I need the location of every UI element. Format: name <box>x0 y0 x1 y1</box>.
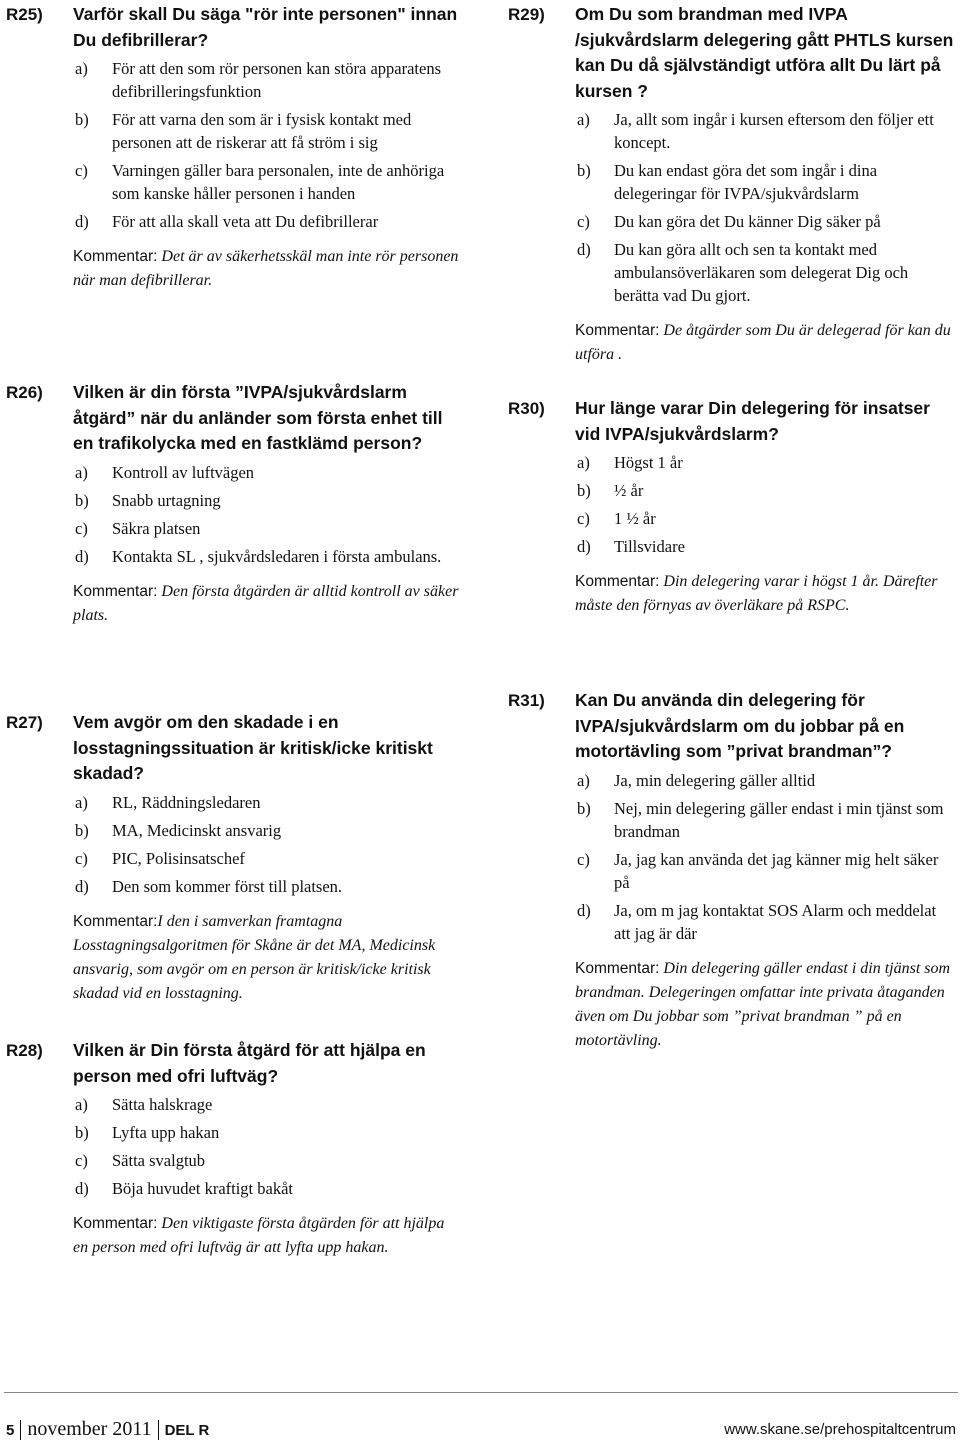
footer-date: november 2011 <box>27 1418 152 1440</box>
question-body <box>73 1038 462 1260</box>
answer-option-d: d) Tillsvidare <box>577 537 685 556</box>
answer-comment <box>575 957 956 1053</box>
answer-options <box>575 108 956 307</box>
question-title: Hur länge varar Din delegering för insatser vid IVPA/sjukvårdslarm? <box>575 398 930 444</box>
question-number: R27) <box>6 713 43 732</box>
footer-separator <box>158 1420 159 1440</box>
answer-comment <box>73 245 462 293</box>
question-number: R25) <box>6 5 43 24</box>
answer-option-b: b) MA, Medicinskt ansvarig <box>75 820 282 840</box>
question-body <box>575 396 956 618</box>
answer-options <box>73 1093 462 1200</box>
answer-option-a: a) Högst 1 år <box>577 453 683 472</box>
answer-option-a: a) Ja, allt som ingår i kursen eftersom den följer ett koncept. <box>577 110 934 152</box>
answer-option-d: d) Den som kommer först till platsen. <box>75 876 343 896</box>
answer-option-c: c) Varningen gäller bara personalen, inte de anhöriga som kanske håller personen i handen <box>75 161 445 203</box>
footer-left <box>6 1416 209 1444</box>
page-footer <box>6 1416 956 1442</box>
answer-option-a: a) RL, Räddningsledaren <box>75 792 261 812</box>
answer-option-c: c) 1 ½ år <box>577 509 656 528</box>
footer-url: www.skane.se/prehospitaltcentrum <box>724 1421 956 1438</box>
answer-option-b: b) Lyfta upp hakan <box>75 1123 220 1142</box>
answer-option-b: b) Du kan endast göra det som ingår i dina delegeringar för IVPA/sjukvårdslarm <box>577 161 878 203</box>
answer-option-c: c) Ja, jag kan använda det jag känner mig helt säker på <box>577 849 939 892</box>
answer-option-d: d) Kontakta SL , sjukvårdsledaren i första ambulans. <box>75 546 442 566</box>
question-body <box>575 2 956 367</box>
answer-options <box>575 769 956 945</box>
question-title: Vilken är Din första åtgärd för att hjälpa en person med ofri luftväg? <box>73 1040 426 1086</box>
answer-option-b: b) Snabb urtagning <box>75 490 221 510</box>
answer-option-a: a) Ja, min delegering gäller alltid <box>577 770 816 790</box>
answer-comment <box>575 319 956 367</box>
answer-option-c: c) Säkra platsen <box>75 518 201 538</box>
comment-text: De åtgärder som Du är delegerad för kan du utföra . <box>575 322 951 363</box>
question-number: R29) <box>508 5 545 24</box>
answer-option-b: b) ½ år <box>577 481 644 500</box>
page-number: 5 <box>6 1422 15 1439</box>
answer-option-c: c) Du kan göra det Du känner Dig säker på <box>577 212 881 231</box>
answer-option-d: d) Böja huvudet kraftigt bakåt <box>75 1179 293 1198</box>
footer-divider <box>4 1392 958 1393</box>
question-number: R31) <box>508 691 545 710</box>
answer-options <box>73 461 462 568</box>
footer-separator <box>20 1420 21 1440</box>
answer-option-a: a) Kontroll av luftvägen <box>75 462 255 482</box>
comment-label: Kommentar: <box>575 959 660 977</box>
comment-label: Kommentar: <box>575 322 660 339</box>
question-body <box>73 380 462 628</box>
footer-section: DEL R <box>164 1422 210 1439</box>
comment-text: Din delegering gäller endast i din tjänst som brandman. Delegeringen omfattar inte privata åtaganden även om Du jobbar som ”privat brandman ” på en motortävling. <box>575 959 951 1049</box>
answer-comment <box>73 1212 462 1260</box>
answer-option-b: b) Nej, min delegering gäller endast i min tjänst som brandman <box>577 798 944 841</box>
answer-options <box>575 451 956 558</box>
comment-text: Den första åtgärden är alltid kontroll av säker plats. <box>73 582 459 624</box>
question-number: R30) <box>508 399 545 418</box>
comment-text: I den i samverkan framtagna Losstagningsalgoritmen för Skåne är det MA, Medicinsk ansvarig, som avgör om en person är kritisk/icke kritisk skadad vid en losstagning. <box>73 912 436 1002</box>
answer-comment <box>73 580 462 628</box>
comment-label: Kommentar: <box>73 248 158 265</box>
question-title: Varför skall Du säga "rör inte personen" innan Du defibrillerar? <box>73 4 458 50</box>
comment-text: Din delegering varar i högst 1 år. Därefter måste den förnyas av överläkare på RSPC. <box>575 573 938 614</box>
answer-options <box>73 791 462 898</box>
comment-text: Det är av säkerhetsskäl man inte rör personen när man defibrillerar. <box>73 248 459 289</box>
comment-label: Kommentar: <box>73 582 158 600</box>
answer-option-a: a) Sätta halskrage <box>75 1095 213 1114</box>
answer-option-d: d) För att alla skall veta att Du defibrillerar <box>75 212 379 231</box>
answer-option-b: b) För att varna den som är i fysisk kontakt med personen att de riskerar att få ström i sig <box>75 110 412 152</box>
answer-option-a: a) För att den som rör personen kan störa apparatens defibrilleringsfunktion <box>75 59 441 101</box>
answer-option-c: c) PIC, Polisinsatschef <box>75 848 245 868</box>
question-body <box>575 688 956 1053</box>
comment-label: Kommentar: <box>73 1215 158 1232</box>
answer-comment <box>73 910 462 1006</box>
answer-options <box>73 57 462 233</box>
question-title: Kan Du använda din delegering för IVPA/sjukvårdslarm om du jobbar på en motortävling som ”privat brandman”? <box>575 690 905 761</box>
question-body <box>73 710 462 1006</box>
answer-option-d: d) Ja, om m jag kontaktat SOS Alarm och meddelat att jag är där <box>577 900 937 943</box>
question-title: Vilken är din första ”IVPA/sjukvårdslarm åtgärd” när du anländer som första enhet till en trafikolycka med en fastklämd person? <box>73 382 443 453</box>
answer-option-d: d) Du kan göra allt och sen ta kontakt med ambulansöverläkaren som delegerat Dig och berätta vad Du gjort. <box>577 240 909 305</box>
question-number: R28) <box>6 1041 43 1060</box>
answer-option-c: c) Sätta svalgtub <box>75 1151 206 1170</box>
comment-text: Den viktigaste första åtgärden för att hjälpa en person med ofri luftväg är att lyfta upp hakan. <box>73 1215 445 1256</box>
question-title: Om Du som brandman med IVPA /sjukvårdslarm delegering gått PHTLS kursen kan Du då självständigt utföra allt Du lärt på kursen ? <box>575 4 954 101</box>
comment-label: Kommentar: <box>73 912 158 930</box>
answer-comment <box>575 570 956 618</box>
question-title: Vem avgör om den skadade i en losstagningssituation är kritisk/icke kritiskt skadad? <box>73 712 433 783</box>
question-body <box>73 2 462 293</box>
question-number: R26) <box>6 383 43 402</box>
comment-label: Kommentar: <box>575 573 660 590</box>
